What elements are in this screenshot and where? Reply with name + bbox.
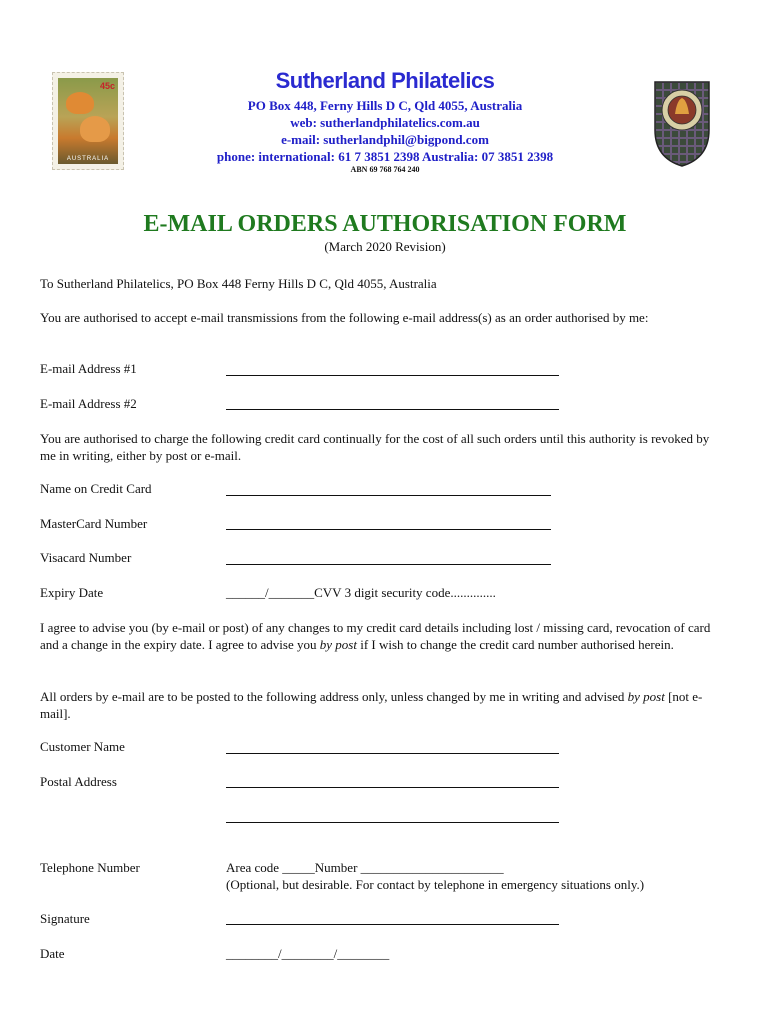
postal-address-field-2[interactable] (226, 822, 559, 823)
postal-address-label: Postal Address (40, 774, 117, 789)
org-email: e-mail: sutherlandphil@bigpond.com (281, 132, 489, 147)
name-on-card-field[interactable] (226, 495, 551, 496)
email2-field[interactable] (226, 409, 559, 410)
org-web: web: sutherlandphilatelics.com.au (290, 115, 480, 130)
charge-authorisation-text: You are authorised to charge the following credit card continually for the cost of all such orders until this authority is revoked by me in writing, either by post or e-mail. (40, 431, 710, 463)
customer-name-field[interactable] (226, 753, 559, 754)
email1-label: E-mail Address #1 (40, 361, 137, 376)
signature-label: Signature (40, 911, 90, 926)
visacard-label: Visacard Number (40, 550, 132, 565)
telephone-label: Telephone Number (40, 860, 140, 875)
name-on-card-label: Name on Credit Card (40, 481, 152, 496)
org-name: Sutherland Philatelics (275, 68, 495, 93)
postal-address-field-1[interactable] (226, 787, 559, 788)
email1-field[interactable] (226, 375, 559, 376)
agreement-text: I agree to advise you (by e-mail or post) of any changes to my credit card details including lost / missing card, revocation of card and a change in the expiry date. I agree to advise you by post if I wish to change the credit card number authorised herein. (40, 620, 711, 652)
clan-crest-icon (651, 78, 713, 168)
visacard-field[interactable] (226, 564, 551, 565)
telephone-field[interactable]: Area code _____Number ______________________ (226, 860, 504, 875)
mastercard-label: MasterCard Number (40, 516, 148, 531)
org-address: PO Box 448, Ferny Hills D C, Qld 4055, Australia (247, 98, 523, 113)
form-title: E-MAIL ORDERS AUTHORISATION FORM (143, 211, 627, 237)
org-abn: ABN 69 768 764 240 (350, 165, 420, 174)
date-label: Date (40, 946, 65, 961)
stamp-country: AUSTRALIA (66, 156, 110, 162)
date-field[interactable]: ________/________/________ (226, 946, 390, 961)
mastercard-field[interactable] (226, 529, 551, 530)
expiry-label: Expiry Date (40, 585, 104, 600)
postal-orders-text: All orders by e-mail are to be posted to the following address only, unless changed by me in writing and advised by post [not e-mail]. (40, 689, 703, 721)
form-revision: (March 2020 Revision) (324, 239, 446, 254)
telephone-note: (Optional, but desirable. For contact by telephone in emergency situations only.) (226, 877, 645, 892)
email2-label: E-mail Address #2 (40, 396, 137, 411)
addressee-line: To Sutherland Philatelics, PO Box 448 Ferny Hills D C, Qld 4055, Australia (40, 276, 437, 291)
expiry-cvv-field[interactable]: ______/_______CVV 3 digit security code.............. (226, 585, 496, 600)
org-phone: phone: international: 61 7 3851 2398 Australia: 07 3851 2398 (216, 149, 554, 164)
customer-name-label: Customer Name (40, 739, 125, 754)
signature-field[interactable] (226, 924, 559, 925)
stamp-value: 45c (99, 81, 115, 91)
email-authorisation-text: You are authorised to accept e-mail transmissions from the following e-mail address(s) as an order authorised by me: (40, 310, 649, 325)
